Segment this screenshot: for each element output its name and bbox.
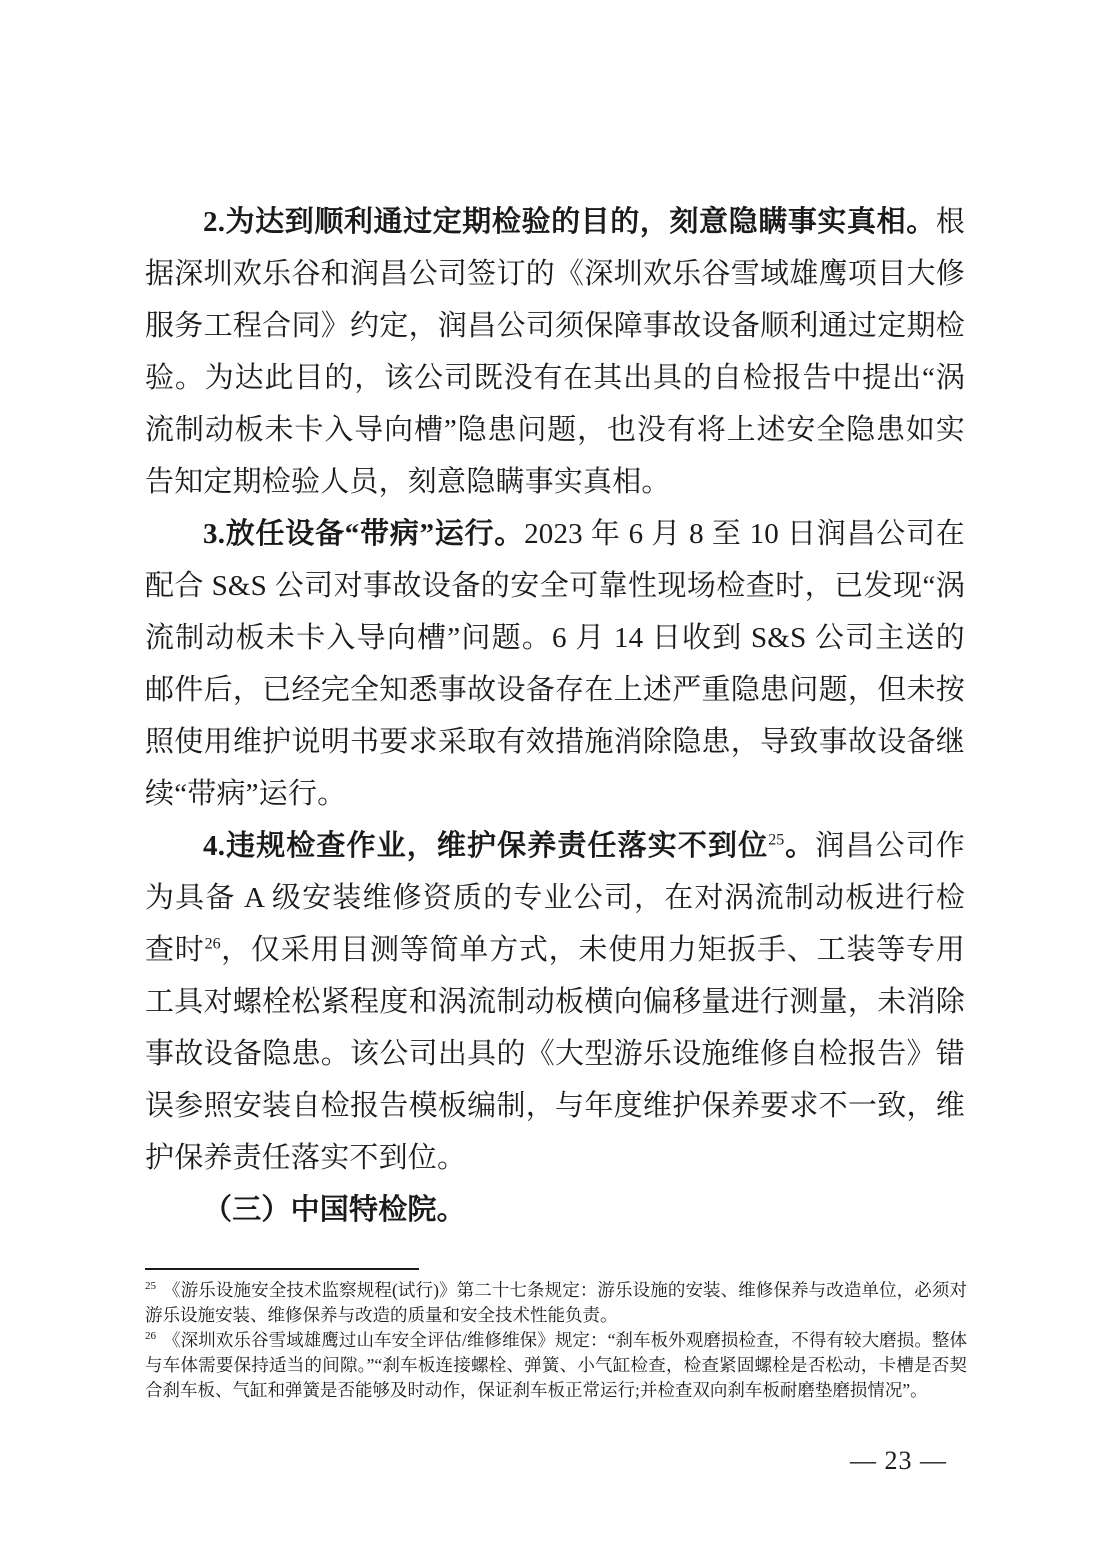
- paragraph-2-bold-lead: 2.为达到顺利通过定期检验的目的，刻意隐瞒事实真相。: [203, 206, 936, 238]
- footnote-reference-26: 26: [204, 935, 221, 953]
- footnote-area: [145, 1256, 967, 1403]
- footnote-marker-26: 26: [145, 1330, 156, 1343]
- paragraph-4-text-b: ，仅采用目测等简单方式，未使用力矩扳手、工装等专用工具对螺栓松紧程度和涡流制动板横向偏移量进行测量，未消除事故设备隐患。该公司出具的《大型游乐设施维修自检报告》错误参照安装自检报告模板编制，与年度维护保养要求不一致，维护保养责任落实不到位。: [145, 934, 965, 1174]
- footnote-text-25: 《游乐设施安全技术监察规程(试行)》第二十七条规定：游乐设施的安装、维修保养与改造单位，必须对游乐设施安装、维修保养与改造的质量和安全技术性能负责。: [145, 1280, 967, 1325]
- section-heading-3: （三）中国特检院。: [203, 1194, 466, 1226]
- footnote-reference-25: 25: [768, 831, 785, 849]
- page-number: — 23 —: [850, 1446, 947, 1475]
- paragraph-2-text: 根据深圳欢乐谷和润昌公司签订的《深圳欢乐谷雪域雄鹰项目大修服务工程合同》约定，润昌公司须保障事故设备顺利通过定期检验。为达此目的，该公司既没有在其出具的自检报告中提出“涡流制动板未卡入导向槽”隐患问题，也没有将上述安全隐患如实告知定期检验人员，刻意隐瞒事实真相。: [145, 206, 965, 498]
- footnote-marker-25: 25: [145, 1280, 156, 1293]
- paragraph-3-bold-lead: 3.放任设备“带病”运行。: [203, 518, 525, 550]
- footnote-item-25: [145, 1278, 967, 1328]
- paragraph-item-2: [145, 196, 965, 508]
- paragraph-4-text-a: 润昌公司作为具备 A 级安装维修资质的专业公司，在对涡流制动板进行检查时: [145, 830, 965, 966]
- footnote-text-26: 《深圳欢乐谷雪域雄鹰过山车安全评估/维修维保》规定：“刹车板外观磨损检查，不得有较大磨损。整体与车体需要保持适当的间隙。”“刹车板连接螺栓、弹簧、小气缸检查，检查紧固螺栓是否松动，卡槽是否契合刹车板、气缸和弹簧是否能够及时动作，保证刹车板正常运行;并检查双向刹车板耐磨垫磨损情况”。: [145, 1330, 967, 1400]
- document-body: [145, 196, 965, 1236]
- paragraph-item-3: [145, 508, 965, 820]
- paragraph-item-4: [145, 820, 965, 1184]
- paragraph-3-text: 2023 年 6 月 8 至 10 日润昌公司在配合 S&S 公司对事故设备的安全可靠性现场检查时，已发现“涡流制动板未卡入导向槽”问题。6 月 14 日收到 S&S 公司主送的邮件后，已经完全知悉事故设备存在上述严重隐患问题，但未按照使用维护说明书要求采取有效措施消除隐患，导致事故设备继续“带病”运行。: [145, 518, 965, 810]
- footnote-item-26: [145, 1328, 967, 1403]
- footnote-separator: [145, 1268, 419, 1270]
- paragraph-4-bold-lead: 4.违规检查作业，维护保养责任落实不到位: [203, 830, 769, 862]
- paragraph-4-lead-period: 。: [784, 830, 816, 862]
